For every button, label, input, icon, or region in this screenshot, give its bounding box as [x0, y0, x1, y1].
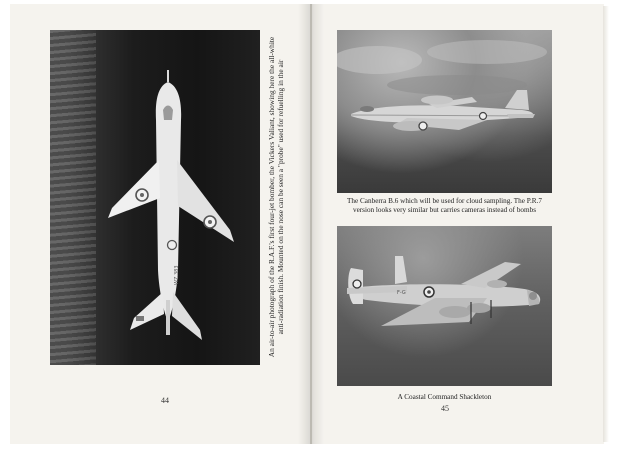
page-number-right: 45	[441, 404, 449, 413]
shackleton-aircraft-drawing	[337, 226, 552, 386]
left-caption: An air-to-air photograph of the R.A.F.'s first four-jet bomber, the Vickers Valiant, showing here the all-white anti-radiation finish. Mounted on the nose can be seen a "probe" used for refuelling in the air	[267, 36, 285, 358]
shackleton-photo	[337, 226, 552, 386]
page-number-left: 44	[161, 396, 169, 405]
svg-text:F-G: F-G	[397, 290, 406, 296]
left-caption-container	[262, 30, 290, 365]
canberra-photo	[337, 30, 552, 193]
canberra-caption: The Canberra B.6 which will be used for cloud sampling. The P.R.7 version looks very similar but carries cameras instead of bombs	[347, 197, 542, 214]
valiant-photo	[50, 30, 260, 365]
valiant-aircraft-drawing	[50, 30, 260, 365]
shackleton-caption: A Coastal Command Shackleton	[397, 393, 492, 401]
page-edge	[603, 6, 609, 442]
svg-text:WZ 383: WZ 383	[174, 265, 180, 285]
canberra-aircraft-drawing	[337, 30, 552, 193]
